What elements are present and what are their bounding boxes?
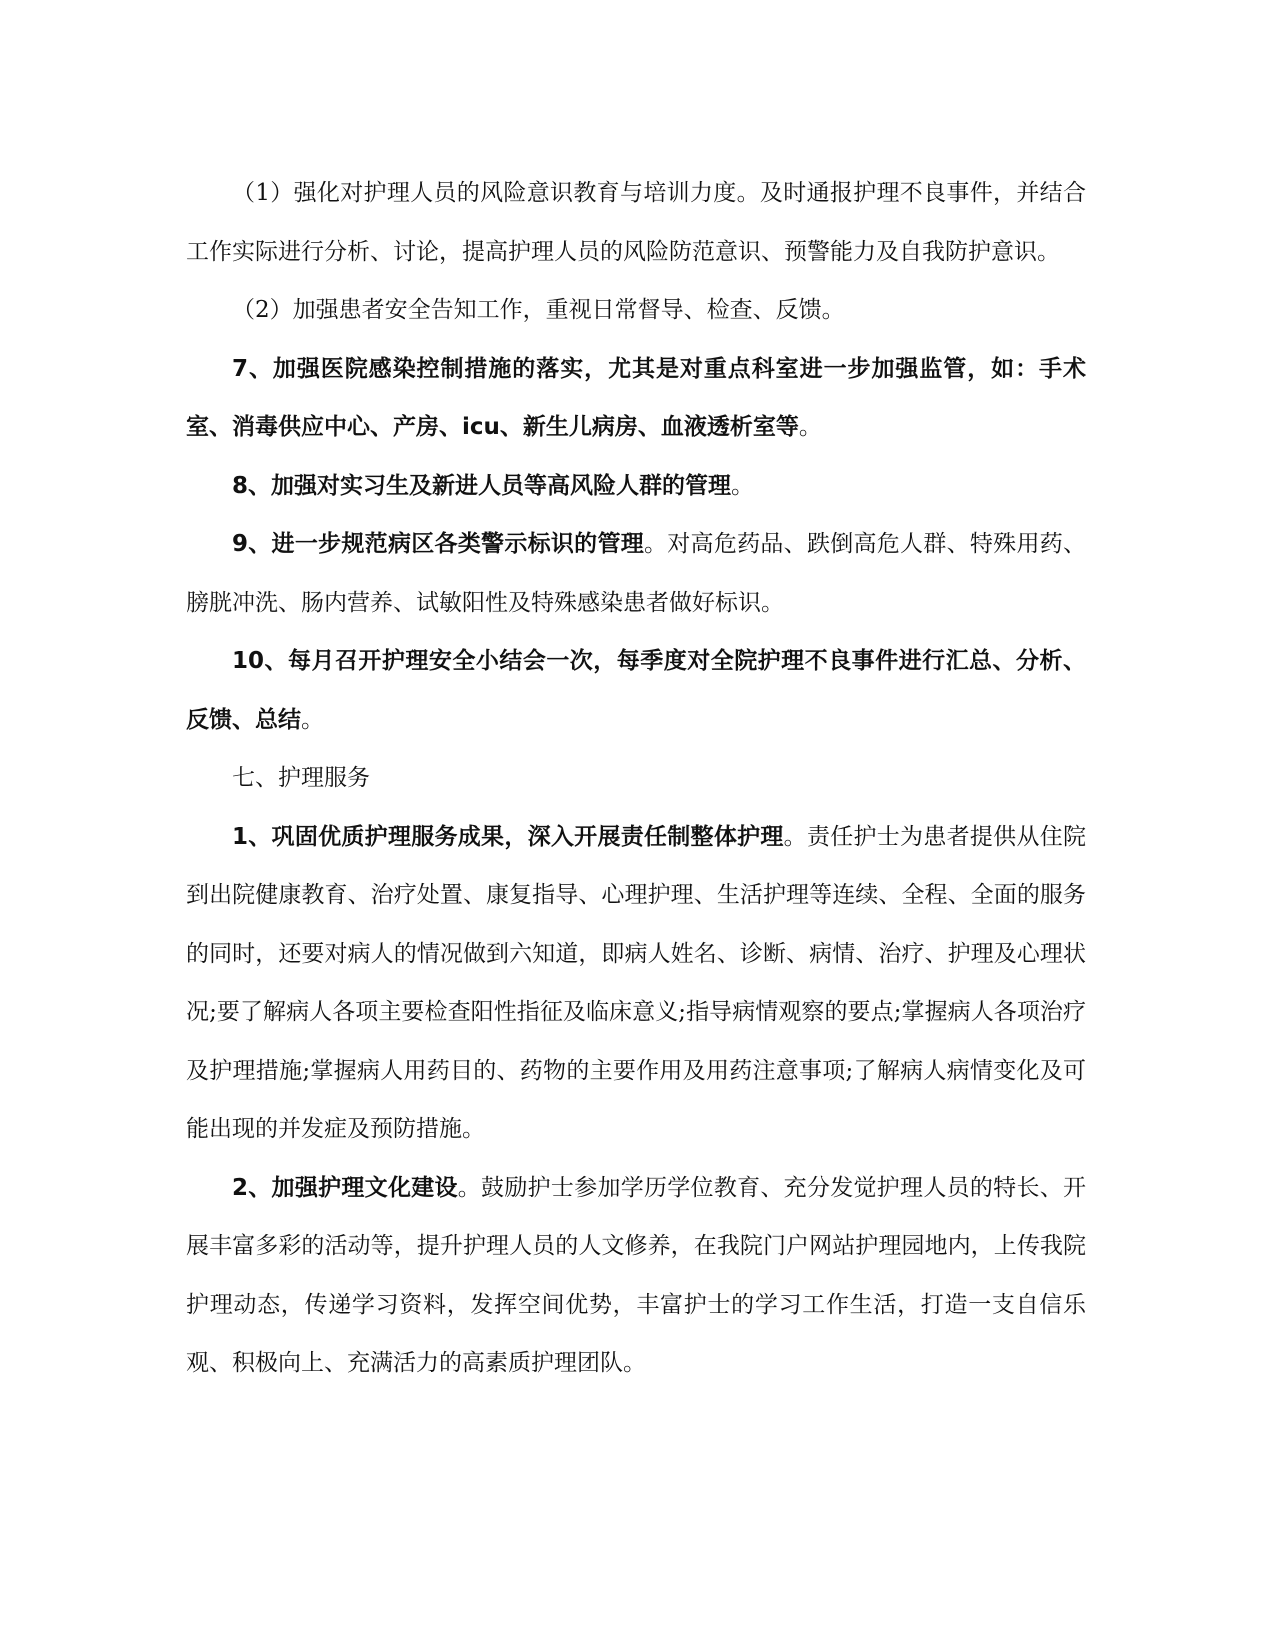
- paragraph-risk-education: [186, 164, 1086, 281]
- paragraph-patient-safety: [186, 281, 1086, 340]
- paragraph-text: 。责任护士为患者提供从住院到出院健康教育、治疗处置、康复指导、心理护理、生活护理等连续、全程、全面的服务的同时，还要对病人的情况做到六知道，即病人姓名、诊断、病情、治疗、护理及心理状况;要了解病人各项主要检查阳性指征及临床意义;指导病情观察的要点;掌握病人各项治疗及护理措施;掌握病人用药目的、药物的主要作用及用药注意事项;了解病人病情变化及可能出现的并发症及预防措施。: [186, 823, 1086, 1142]
- paragraph-text: 。: [798, 414, 822, 440]
- paragraph-high-risk-staff: [186, 457, 1086, 516]
- paragraph-heading: 7、加强医院感染控制措施的落实，尤其是对重点科室进一步加强监管，如：手术室、消毒供应中心、产房、icu、新生儿病房、血液透析室等: [186, 355, 1086, 440]
- paragraph-heading: 2、加强护理文化建设: [232, 1174, 458, 1201]
- section-heading-nursing-service: [186, 749, 1086, 808]
- paragraph-infection-control: [186, 340, 1086, 457]
- paragraph-text: 。: [731, 472, 755, 499]
- paragraph-warning-labels: [186, 515, 1086, 632]
- paragraph-quality-nursing: [186, 808, 1086, 1159]
- paragraph-text: （1）强化对护理人员的风险意识教育与培训力度。及时通报护理不良事件，并结合工作实际进行分析、讨论，提高护理人员的风险防范意识、预警能力及自我防护意识。: [186, 180, 1086, 265]
- paragraph-safety-meetings: [186, 632, 1086, 749]
- paragraph-heading: 9、进一步规范病区各类警示标识的管理: [232, 531, 644, 557]
- paragraph-text: 七、护理服务: [232, 765, 370, 791]
- paragraph-heading: 1、巩固优质护理服务成果，深入开展责任制整体护理: [232, 823, 784, 850]
- document-body: [186, 164, 1086, 1393]
- paragraph-text: 。对高危药品、跌倒高危人群、特殊用药、膀胱冲洗、肠内营养、试敏阳性及特殊感染患者做好标识。: [186, 531, 1086, 616]
- paragraph-nursing-culture: [186, 1159, 1086, 1393]
- paragraph-text: 。: [301, 706, 324, 733]
- paragraph-heading: 8、加强对实习生及新进人员等高风险人群的管理: [232, 472, 732, 499]
- paragraph-heading: 10、每月召开护理安全小结会一次，每季度对全院护理不良事件进行汇总、分析、反馈、总结: [186, 648, 1086, 733]
- paragraph-text: 。鼓励护士参加学历学位教育、充分发觉护理人员的特长、开展丰富多彩的活动等，提升护理人员的人文修养，在我院门户网站护理园地内，上传我院护理动态，传递学习资料，发挥空间优势，丰富护士的学习工作生活，打造一支自信乐观、积极向上、充满活力的高素质护理团队。: [186, 1174, 1086, 1376]
- paragraph-text: （2）加强患者安全告知工作，重视日常督导、检查、反馈。: [232, 297, 845, 323]
